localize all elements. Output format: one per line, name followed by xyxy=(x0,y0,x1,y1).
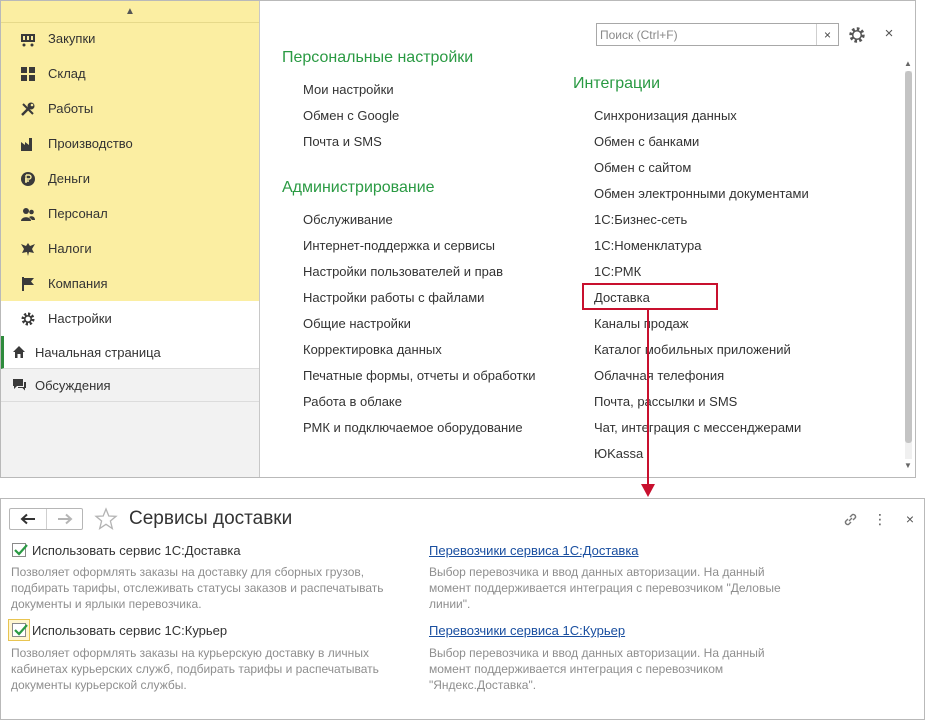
courier-carriers-description: Выбор перевозчика и ввод данных авторизации. На данный момент поддерживается интеграция с перевозчиком "Яндекс.Доставка". xyxy=(429,646,765,692)
link-edi-exchange[interactable]: Обмен электронными документами xyxy=(594,186,809,201)
navigation-buttons xyxy=(9,508,83,530)
link-data-correction[interactable]: Корректировка данных xyxy=(303,342,442,357)
delivery-carriers-description: Выбор перевозчика и ввод данных авторизации. На данный момент поддерживается интеграция с перевозчиком "Деловые линии". xyxy=(429,565,781,611)
sidebar-item-taxes[interactable] xyxy=(1,231,259,266)
sidebar-item-label: Настройки xyxy=(48,311,112,326)
courier-description: Позволяет оформлять заказы на курьерскую доставку в личных кабинетах курьерских служб, подбирать тарифы и распечатывать документы курьерской службы. xyxy=(11,646,379,692)
more-actions-button[interactable]: ⋮ xyxy=(873,511,887,527)
sidebar-item-label: Склад xyxy=(48,66,86,81)
search-box xyxy=(596,23,839,46)
form-close-button[interactable]: × xyxy=(905,511,915,527)
use-delivery-label[interactable]: Использовать сервис 1С:Доставка xyxy=(32,543,241,558)
link-online-support[interactable]: Интернет-поддержка и сервисы xyxy=(303,238,496,253)
delivery-carriers-link[interactable]: Перевозчики сервиса 1С:Доставка xyxy=(429,543,639,558)
sidebar-item-purchases[interactable] xyxy=(1,21,259,56)
arrow-right-icon xyxy=(57,513,73,525)
sidebar-item-label: Деньги xyxy=(48,171,90,186)
pointer-arrow xyxy=(640,308,656,498)
sidebar-item-label: Обсуждения xyxy=(35,377,111,393)
sidebar-item-label: Начальная страница xyxy=(35,344,161,360)
link-delivery[interactable]: Доставка xyxy=(594,290,650,305)
money-icon xyxy=(19,170,37,188)
form-title: Сервисы доставки xyxy=(129,508,293,529)
flag-icon xyxy=(19,275,37,293)
checkmark-icon xyxy=(13,542,29,558)
use-delivery-checkbox[interactable] xyxy=(12,543,26,557)
sidebar-item-label: Компания xyxy=(48,276,108,291)
link-equipment[interactable]: РМК и подключаемое оборудование xyxy=(303,420,523,435)
sidebar-item-label: Налоги xyxy=(48,241,92,256)
link-maintenance[interactable]: Обслуживание xyxy=(303,212,393,227)
link-business-network[interactable]: 1С:Бизнес-сеть xyxy=(594,212,688,227)
link-google-exchange[interactable]: Обмен с Google xyxy=(303,108,400,123)
delivery-services-form xyxy=(0,498,925,720)
sidebar-item-discussions[interactable] xyxy=(1,369,259,402)
link-messengers[interactable]: Чат, интеграция с мессенджерами xyxy=(594,420,802,435)
sidebar-item-label: Работы xyxy=(48,101,94,116)
section-title-personal: Персональные настройки xyxy=(282,49,474,66)
use-courier-label[interactable]: Использовать сервис 1С:Курьер xyxy=(32,623,228,638)
link-print-forms[interactable]: Печатные формы, отчеты и обработки xyxy=(303,368,536,383)
link-bank-exchange[interactable]: Обмен с банками xyxy=(594,134,700,149)
sidebar-item-production[interactable] xyxy=(1,126,259,161)
sidebar-lower xyxy=(1,336,259,477)
sidebar-item-label: Производство xyxy=(48,136,133,151)
link-user-settings[interactable]: Настройки пользователей и прав xyxy=(303,264,504,279)
use-courier-checkbox[interactable] xyxy=(12,623,26,637)
link-mail-mailing-sms[interactable]: Почта, рассылки и SMS xyxy=(594,394,738,409)
back-button[interactable] xyxy=(10,509,46,529)
search-clear-button[interactable]: × xyxy=(816,24,838,45)
link-nomenclature[interactable]: 1С:Номенклатура xyxy=(594,238,702,253)
section-title-administration: Администрирование xyxy=(282,179,435,196)
settings-gear-icon[interactable] xyxy=(847,25,867,45)
sidebar-item-personnel[interactable] xyxy=(1,196,259,231)
sidebar-item-works[interactable] xyxy=(1,91,259,126)
link-rmk[interactable]: 1С:РМК xyxy=(594,264,642,279)
scroll-down-button[interactable]: ▼ xyxy=(904,461,912,470)
highlight-frame xyxy=(582,283,718,310)
courier-carriers-link[interactable]: Перевозчики сервиса 1С:Курьер xyxy=(429,623,626,638)
sidebar xyxy=(1,1,260,477)
link-cloud-work[interactable]: Работа в облаке xyxy=(303,394,402,409)
sidebar-item-label: Персонал xyxy=(48,206,108,221)
link-cloud-telephony[interactable]: Облачная телефония xyxy=(594,368,725,383)
cart-icon xyxy=(19,30,37,48)
sidebar-item-warehouse[interactable] xyxy=(1,56,259,91)
link-icon[interactable] xyxy=(842,511,859,528)
link-mail-sms[interactable]: Почта и SMS xyxy=(303,134,382,149)
sidebar-item-settings[interactable] xyxy=(1,301,259,336)
scroll-thumb[interactable] xyxy=(905,71,912,443)
sidebar-scroll-up-button[interactable]: ▲ xyxy=(1,1,259,23)
vertical-scrollbar[interactable] xyxy=(902,59,914,471)
tools-icon xyxy=(19,100,37,118)
close-button[interactable]: × xyxy=(884,25,894,42)
people-icon xyxy=(19,205,37,223)
scroll-up-button[interactable]: ▲ xyxy=(904,59,912,68)
sidebar-item-company[interactable] xyxy=(1,266,259,301)
arrow-left-icon xyxy=(20,513,36,525)
gear-icon xyxy=(19,310,37,328)
home-icon xyxy=(11,344,27,360)
link-general-settings[interactable]: Общие настройки xyxy=(303,316,411,331)
link-sales-channels[interactable]: Каналы продаж xyxy=(594,316,689,331)
link-site-exchange[interactable]: Обмен с сайтом xyxy=(594,160,692,175)
settings-content xyxy=(261,1,915,477)
link-file-settings[interactable]: Настройки работы с файлами xyxy=(303,290,485,305)
delivery-description: Позволяет оформлять заказы на доставку для сборных грузов, подбирать тарифы, отслеживать статусы заказов и распечатывать документы и ярлыки перевозчика. xyxy=(11,565,384,611)
factory-icon xyxy=(19,135,37,153)
section-title-integrations: Интеграции xyxy=(573,75,661,92)
link-yukassa[interactable]: ЮKassa xyxy=(594,446,644,461)
link-data-sync[interactable]: Синхронизация данных xyxy=(594,108,737,123)
chat-icon xyxy=(11,377,27,393)
forward-button[interactable] xyxy=(46,509,82,529)
sidebar-item-money[interactable] xyxy=(1,161,259,196)
sidebar-item-label: Закупки xyxy=(48,31,96,46)
checkmark-icon xyxy=(13,622,29,638)
warehouse-icon xyxy=(19,65,37,83)
link-my-settings[interactable]: Мои настройки xyxy=(303,82,394,97)
sidebar-item-home[interactable] xyxy=(1,336,259,369)
link-mobile-catalog[interactable]: Каталог мобильных приложений xyxy=(594,342,791,357)
search-input[interactable] xyxy=(597,24,815,45)
favorite-star-icon[interactable] xyxy=(94,507,118,531)
eagle-icon xyxy=(19,240,37,258)
